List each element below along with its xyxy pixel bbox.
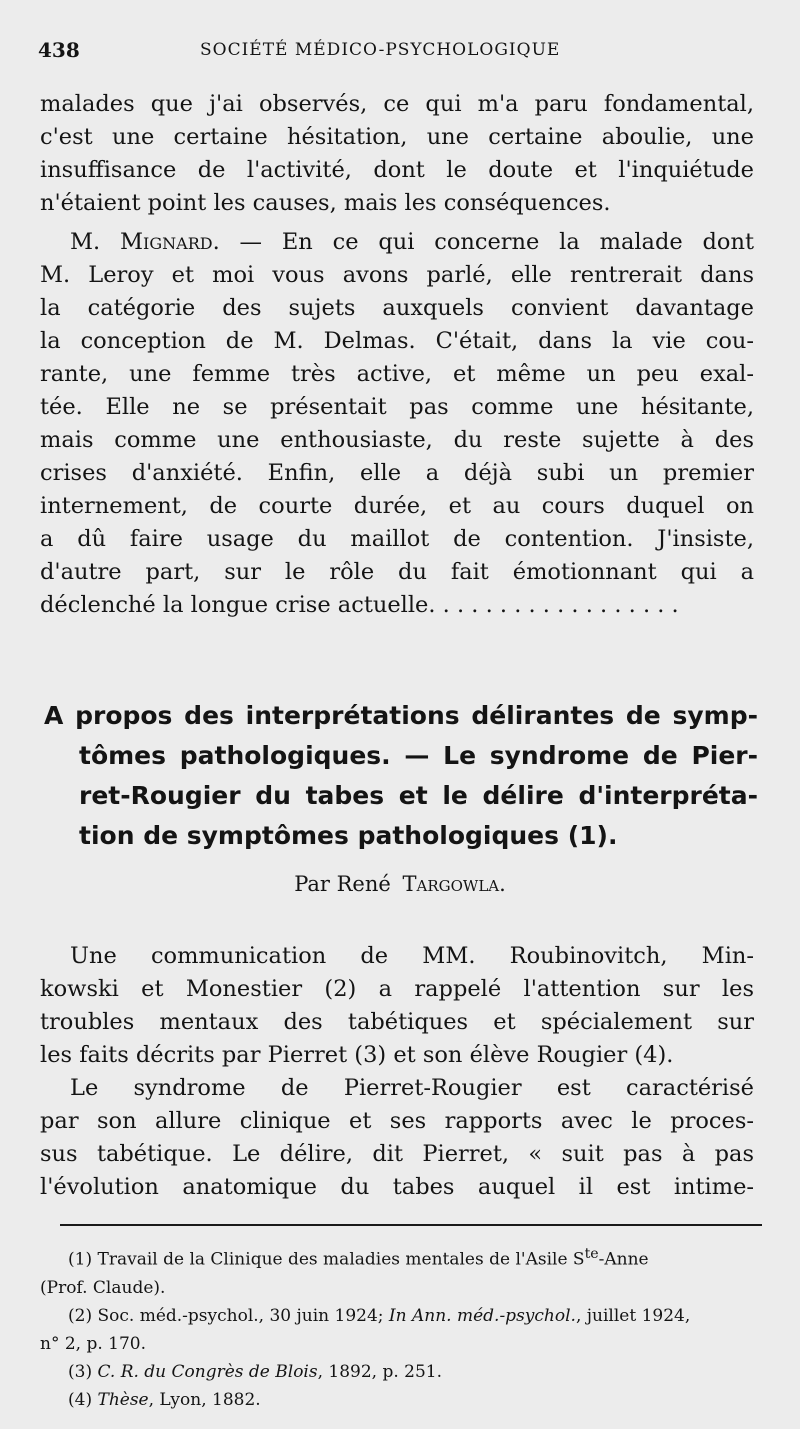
text-line: Le syndrome de Pierret-Rougier est caractérisé xyxy=(70,1075,754,1101)
footnote-text: (4) xyxy=(68,1389,98,1410)
footnote-text: (1) Travail de la Clinique des maladies mentales de l'Asile S xyxy=(68,1249,585,1270)
footnote-2-cont: n° 2, p. 170. xyxy=(40,1333,147,1354)
text-line xyxy=(40,226,754,259)
text-line: internement, de courte durée, et au cours duquel on xyxy=(40,493,754,519)
paragraph-mignard xyxy=(40,226,754,622)
article-title xyxy=(44,696,758,856)
footnote-1-cont: (Prof. Claude). xyxy=(40,1277,166,1298)
footnote-1 xyxy=(40,1240,762,1274)
text-fragment: — En ce qui concerne la malade dont xyxy=(219,229,754,255)
footnote-text: (2) Soc. méd.-psychol., 30 juin 1924; xyxy=(68,1305,389,1326)
footnote-text: , juillet 1924, xyxy=(575,1305,691,1326)
text-line: Une communication de MM. Roubinovitch, Min- xyxy=(70,943,754,969)
footnote-rule xyxy=(60,1224,762,1226)
footnote-text: (3) xyxy=(68,1361,98,1382)
page-number: 438 xyxy=(38,38,80,62)
author-name: Targowla. xyxy=(402,872,506,896)
footnote-text: , Lyon, 1882. xyxy=(148,1389,261,1410)
byline xyxy=(0,872,800,896)
text-line: c'est une certaine hésitation, une certaine aboulie, une xyxy=(40,124,754,150)
paragraph-continuation xyxy=(40,88,754,220)
text-line: tée. Elle ne se présentait pas comme une hésitante, xyxy=(40,394,754,420)
text-line: par son allure clinique et ses rapports avec le proces- xyxy=(40,1108,754,1134)
text-line: mais comme une enthousiaste, du reste sujette à des xyxy=(40,427,754,453)
footnote-italic: Thèse xyxy=(97,1389,149,1410)
byline-prefix: Par René xyxy=(294,872,391,896)
text-line: d'autre part, sur le rôle du fait émotionnant qui a xyxy=(40,559,754,585)
paragraph-communication xyxy=(40,940,754,1204)
title-line: tion de symptômes pathologiques (1). xyxy=(79,821,618,850)
title-line: tômes pathologiques. — Le syndrome de Pier- xyxy=(79,741,758,770)
text-line: insuffisance de l'activité, dont le doute et l'inquiétude xyxy=(40,157,754,183)
text-line: crises d'anxiété. Enfin, elle a déjà subi un premier xyxy=(40,460,754,486)
text-line: la conception de M. Delmas. C'était, dans la vie cou- xyxy=(40,328,754,354)
text-line: rante, une femme très active, et même un peu exal- xyxy=(40,361,754,387)
footnotes xyxy=(40,1240,762,1414)
footnote-italic: In Ann. méd.-psychol. xyxy=(388,1305,576,1326)
text-line: a dû faire usage du maillot de contention. J'insiste, xyxy=(40,526,754,552)
running-head: SOCIÉTÉ MÉDICO-PSYCHOLOGIQUE xyxy=(200,40,561,60)
title-line: ret-Rougier du tabes et le délire d'interpréta- xyxy=(79,781,758,810)
text-line: les faits décrits par Pierret (3) et son élève Rougier (4). xyxy=(40,1042,674,1068)
text-line: kowski et Monestier (2) a rappelé l'attention sur les xyxy=(40,976,754,1002)
text-line: l'évolution anatomique du tabes auquel il est intime- xyxy=(40,1174,754,1200)
footnote-2 xyxy=(40,1302,762,1330)
speaker-name: M. Mignard. xyxy=(70,229,220,255)
page-header xyxy=(38,38,760,68)
text-line: sus tabétique. Le délire, dit Pierret, « suit pas à pas xyxy=(40,1141,754,1167)
text-line: déclenché la longue crise actuelle. . . . . . . . . . . . . . . . . . xyxy=(40,592,679,618)
text-line: M. Leroy et moi vous avons parlé, elle rentrerait dans xyxy=(40,262,754,288)
text-line: malades que j'ai observés, ce qui m'a paru fondamental, xyxy=(40,91,754,117)
text-line: la catégorie des sujets auxquels convient davantage xyxy=(40,295,754,321)
footnote-text: , 1892, p. 251. xyxy=(317,1361,443,1382)
title-line: A propos des interprétations délirantes de symp- xyxy=(44,701,758,730)
footnote-text: -Anne xyxy=(598,1249,649,1270)
text-line: n'étaient point les causes, mais les conséquences. xyxy=(40,190,611,216)
footnote-italic: C. R. du Congrès de Blois xyxy=(97,1361,318,1382)
footnote-3 xyxy=(40,1358,762,1386)
footnote-4 xyxy=(40,1386,762,1414)
footnote-sup: te xyxy=(584,1246,599,1262)
text-line: troubles mentaux des tabétiques et spécialement sur xyxy=(40,1009,754,1035)
